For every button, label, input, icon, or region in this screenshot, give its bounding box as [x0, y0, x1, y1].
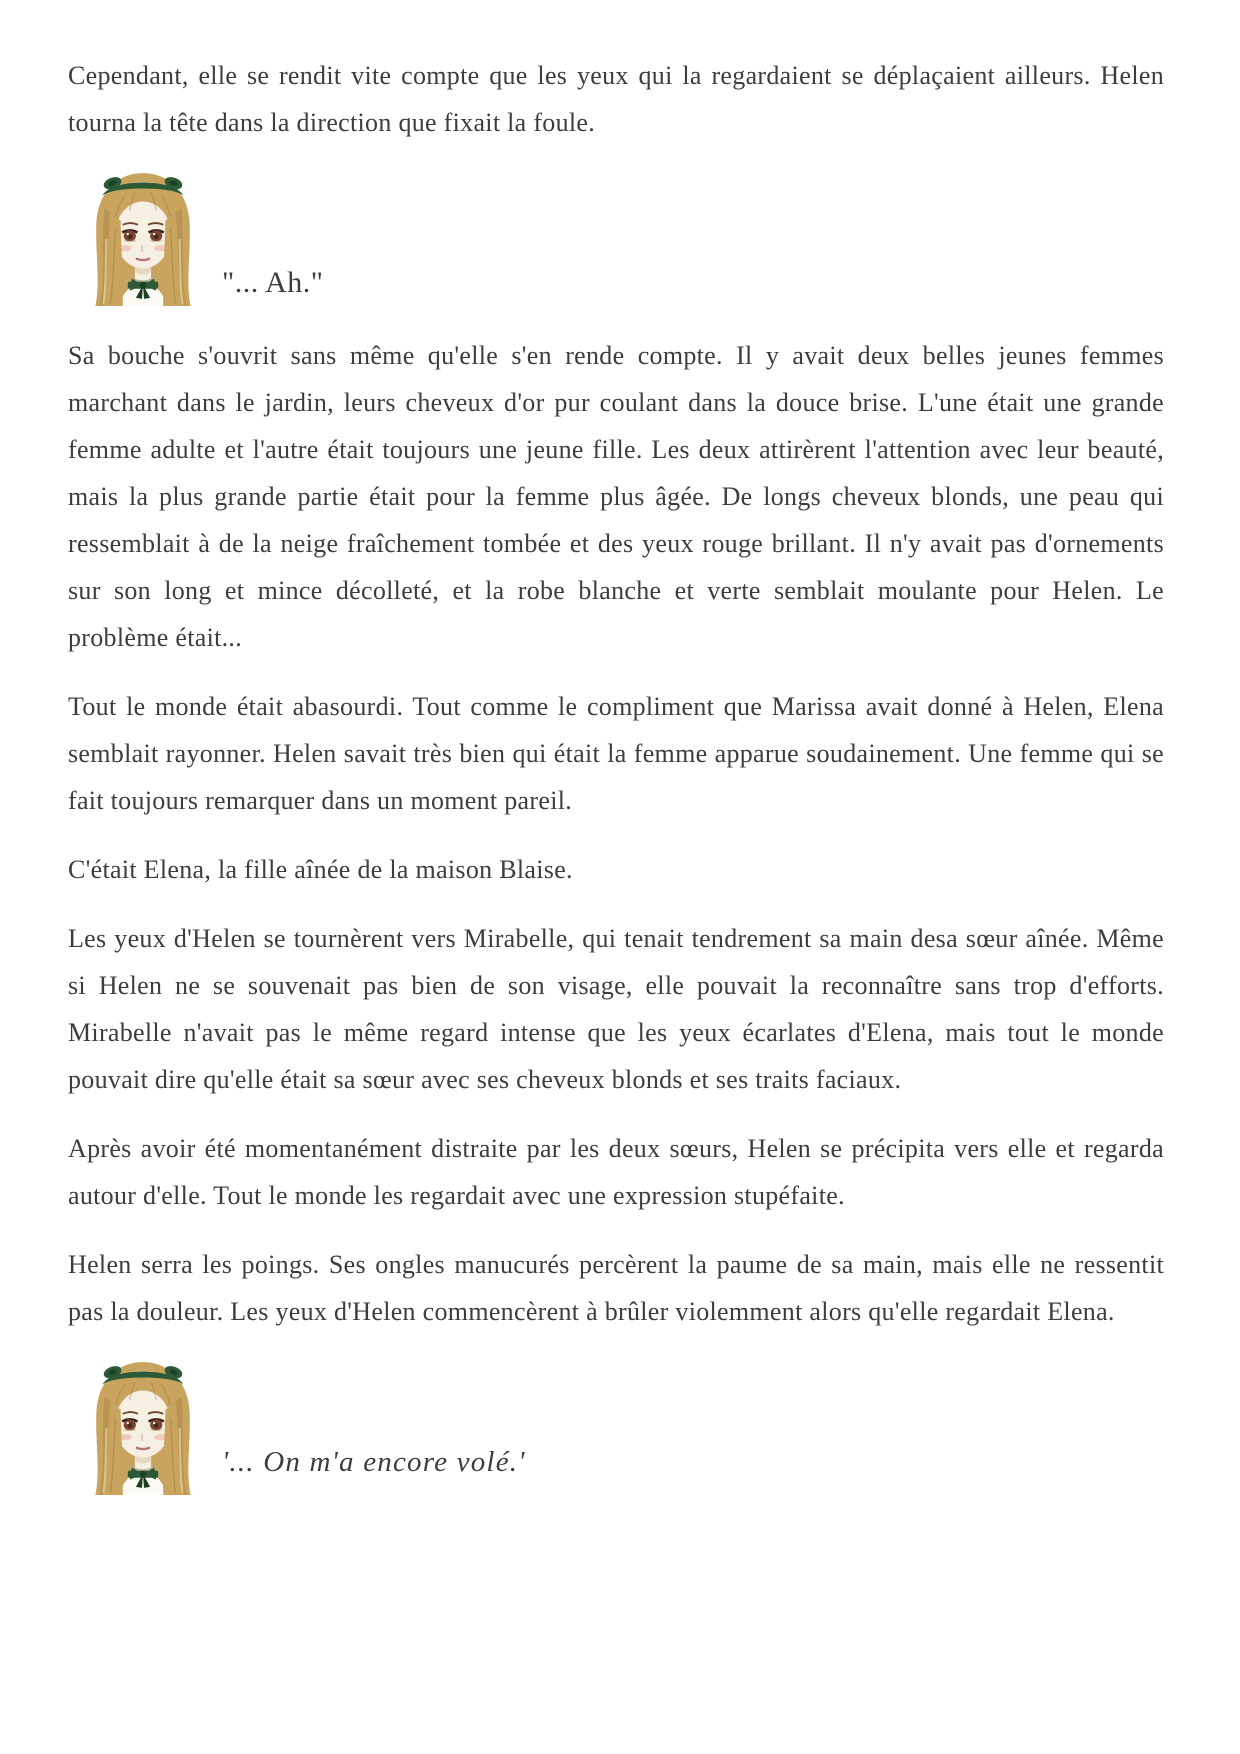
portrait-dialogue-row-1	[82, 168, 1164, 306]
paragraph-6: Après avoir été momentanément distraite par les deux sœurs, Helen se précipita vers elle et regarda autour d'elle. Tout le monde les regardait avec une expression stupéfaite.	[68, 1134, 1164, 1210]
paragraph-2: Sa bouche s'ouvrit sans même qu'elle s'en rende compte. Il y avait deux belles jeunes femmes marchant dans le jardin, leurs cheveux d'or pur coulant dans la douce brise. L'une était une grande femme adulte et l'autre était toujours une jeune fille. Les deux attirèrent l'attention avec leur beauté, mais la plus grande partie était pour la femme plus âgée. De longs cheveux blonds, une peau qui ressemblait à de la neige fraîchement tombée et des yeux rouge brillant. Il n'y avait pas d'ornements sur son long et mince décolleté, et la robe blanche et verte semblait moulante pour Helen. Le problème était...	[68, 341, 1164, 652]
paragraph-1: Cependant, elle se rendit vite compte que les yeux qui la regardaient se déplaçaient ailleurs. Helen tourna la tête dans la direction que fixait la foule.	[68, 61, 1164, 137]
paragraph-3: Tout le monde était abasourdi. Tout comme le compliment que Marissa avait donné à Helen, Elena semblait rayonner. Helen savait très bien qui était la femme apparue soudainement. Une femme qui se fait toujours remarquer dans un moment pareil.	[68, 692, 1164, 815]
paragraph-4: C'était Elena, la fille aînée de la maison Blaise.	[68, 855, 573, 884]
paragraph-5: Les yeux d'Helen se tournèrent vers Mirabelle, qui tenait tendrement sa main desa sœur aînée. Même si Helen ne se souvenait pas bien de son visage, elle pouvait la reconnaître sans trop d'efforts. Mirabelle n'avait pas le même regard intense que les yeux écarlates d'Elena, mais tout le monde pouvait dire qu'elle était sa sœur avec ses cheveux blonds et ses traits faciaux.	[68, 924, 1164, 1094]
character-portrait-image	[82, 168, 204, 306]
character-portrait-image	[82, 1357, 204, 1495]
dialogue-ah: "... Ah."	[222, 266, 324, 299]
inner-thought-line: '... On m'a encore volé.'	[222, 1446, 526, 1478]
portrait-dialogue-row-2	[82, 1357, 1164, 1495]
paragraph-7: Helen serra les poings. Ses ongles manucurés percèrent la paume de sa main, mais elle ne ressentit pas la douleur. Les yeux d'Helen commencèrent à brûler violemment alors qu'elle regardait Elena.	[68, 1250, 1164, 1326]
